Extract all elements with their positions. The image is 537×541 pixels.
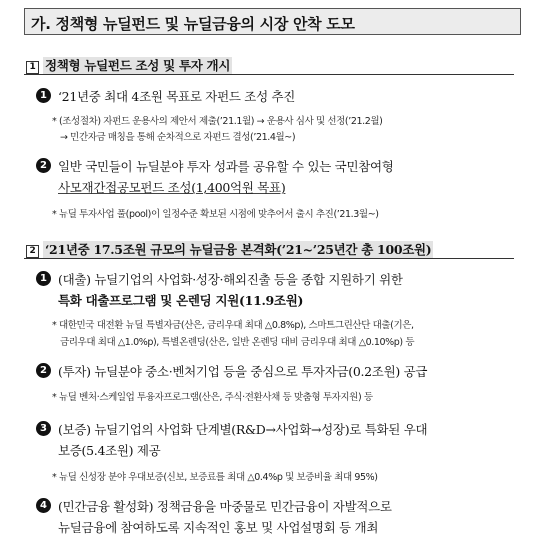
item-2-4-line-2: 뉴딜금융에 참여하도록 지속적인 홍보 및 사업설명회 등 개최	[58, 520, 379, 535]
section-2-heading-text: ‘21년중 17.5조원 규모의 뉴딜금융 본격화(’21~’25년간 총 100조원)	[45, 242, 432, 257]
section-2-rule	[24, 258, 514, 259]
section-title-box	[24, 8, 521, 35]
section-2-number-box: 2	[26, 245, 39, 258]
item-2-3-line-2: 보증(5.4조원) 제공	[58, 443, 161, 458]
item-2-3-note-1: * 뉴딜 신성장 분야 우대보증(신보, 보증료를 최대 △0.4%p 및 보증비율 최대 95%)	[52, 472, 378, 483]
section-1-heading	[26, 56, 232, 74]
section-2-heading	[26, 240, 433, 258]
item-1-2-line-2: 사모재간접공모펀드 조성(1,400억원 목표)	[58, 180, 286, 195]
item-2-2-line-1: (투자) 뉴딜분야 중소·벤처기업 등을 중심으로 투자자금(0.2조원) 공급	[58, 364, 428, 379]
item-1-2-note-1: * 뉴딜 투자사업 풀(pool)이 일정수준 확보된 시점에 맞추어서 출시 추진(’21.3월~)	[52, 209, 379, 220]
item-2-2-note-1: * 뉴딜 벤처·스케일업 투융자프로그램(산은, 주식·전환사채 등 맞춤형 투자지원) 등	[52, 392, 373, 403]
item-1-1-note-1: * (조성절차) 자펀드 운용사의 제안서 제출(’21.1월) → 운용사 심사 및 선정(’21.2월)	[52, 116, 383, 127]
item-1-1-note-2: → 민간자금 매칭을 통해 순차적으로 자펀드 결성(’21.4월~)	[60, 132, 296, 143]
item-2-4-marker: 4	[36, 498, 51, 513]
item-2-3-marker: 3	[36, 421, 51, 436]
item-2-1-line-1: (대출) 뉴딜기업의 사업화·성장·해외진출 등을 종합 지원하기 위한	[58, 272, 403, 287]
section-1-rule	[24, 74, 514, 75]
item-2-1-note-1: * 대한민국 대전환 뉴딜 특별자금(산은, 금리우대 최대 △0.8%p), 스마트그린산단 대출(기은,	[52, 320, 414, 331]
item-1-1-line-1: ‘21년중 최대 4조원 목표로 자펀드 조성 추진	[58, 89, 296, 104]
section-1-number-box: 1	[26, 61, 39, 74]
section-1-heading-text: 정책형 뉴딜펀드 조성 및 투자 개시	[45, 58, 231, 73]
section-title: 가. 정책형 뉴딜펀드 및 뉴딜금융의 시장 안착 도모	[31, 15, 355, 33]
item-2-1-marker: 1	[36, 271, 51, 286]
item-2-3-line-1: (보증) 뉴딜기업의 사업화 단계별(R&D→사업화→성장)로 특화된 우대	[58, 422, 428, 437]
item-2-1-line-2: 특화 대출프로그램 및 온렌딩 지원(11.9조원)	[58, 293, 304, 308]
item-2-1-note-2: 금리우대 최대 △1.0%p), 특별온렌딩(산은, 일반 온렌딩 대비 금리우대 최대 △0.10%p) 등	[60, 337, 415, 348]
item-2-4-line-1: (민간금융 활성화) 정책금융을 마중물로 민간금융이 자발적으로	[58, 499, 392, 514]
item-2-2-marker: 2	[36, 363, 51, 378]
item-1-2-line-1: 일반 국민들이 뉴딜분야 투자 성과를 공유할 수 있는 국민참여형	[58, 159, 394, 174]
item-1-1-marker: 1	[36, 88, 51, 103]
item-1-2-marker: 2	[36, 158, 51, 173]
